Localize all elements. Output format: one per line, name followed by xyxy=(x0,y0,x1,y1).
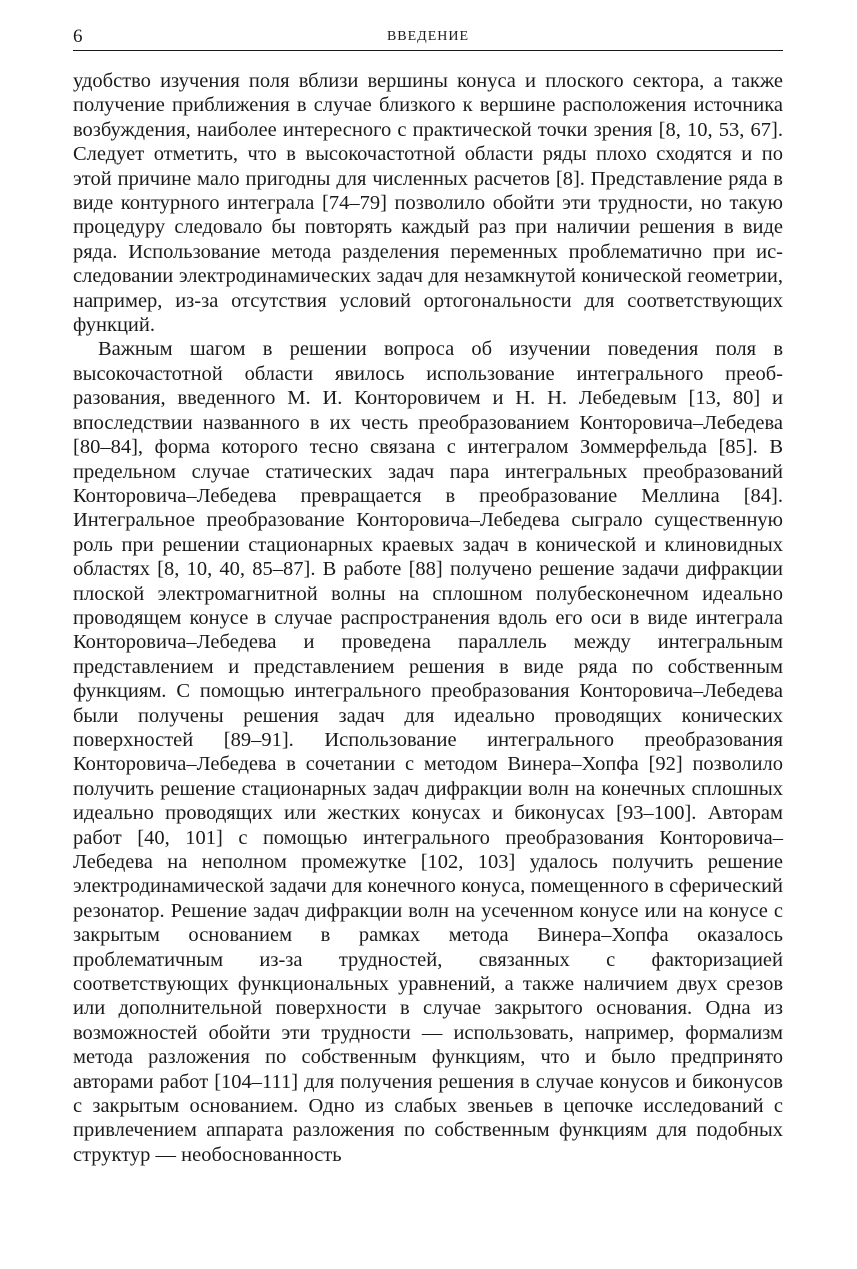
paragraph-continuation: удобство изучения поля вблизи вершины конуса и плоского сектора, а также получение приближения в случае близкого к вершине расположения источника возбуждения, наиболее интересного с практической точки зрения [8, 10, 53, 67]. Следует отметить, что в высокочастотной области ряды плохо сходятся и по этой причине мало пригодны для численных расчетов [8]. Представление ряда в виде контурного интеграла [74–79] позволило обойти эти трудности, но такую процедуру следовало бы повторять каждый раз при наличии решения в виде ряда. Использование метода разделения переменных проблематично при исследовании электродинамических задач для незамкнутой конической геометрии, например, из-за отсутствия условий ортогональности для соответствующих функций. xyxy=(73,70,783,337)
page-number: 6 xyxy=(73,26,83,47)
running-head xyxy=(73,24,783,51)
section-title: ВВЕДЕНИЕ xyxy=(386,29,470,44)
book-page xyxy=(73,24,783,1167)
paragraph-kontorovich-lebedev: Важным шагом в решении вопроса об изучении поведения поля в высокочастотной области явилось использование интегрального преобразования, введенного М. И. Конторовичем и Н. Н. Лебедевым [13, 80] и впоследствии названного в их честь преобразованием Конторовича–Лебедева [80–84], форма которого тесно связана с интегралом Зоммерфельда [85]. В предельном случае статических задач пара интегральных преобразований Конторовича–Лебедева превращается в преобразование Меллина [84]. Интегральное преобразование Конторовича–Лебедева сыграло существенную роль при решении стационарных краевых задач в конической и клиновидных областях [8, 10, 40, 85–87]. В работе [88] получено решение задачи дифракции плоской электромагнитной волны на сплошном полубесконечном идеально проводящем конусе в случае распространения вдоль его оси в виде интеграла Конторовича–Лебедева и проведена параллель между интегральным представлением и представлением решения в виде ряда по собственным функциям. С помощью интегрального преобразования Конторовича–Лебедева были получены решения задач для идеально проводящих конических поверхностей [89–91]. Использование интегрального преобразования Конторовича–Лебедева в сочетании с методом Винера–Хопфа [92] позволило получить решение стационарных задач дифракции волн на конечных сплошных идеально проводящих или жестких конусах и биконусах [93–100]. Авторам работ [40, 101] с помощью интегрального преобразования Конторовича–Лебедева на неполном промежутке [102, 103] удалось получить решение электродинамической задачи для конечного конуса, помещенного в сферический резонатор. Решение задач дифракции волн на усеченном конусе или на конусе с закрытым основанием в рамках метода Винера–Хопфа оказалось проблематичным из-за трудностей, связанных с факторизацией соответствующих функциональных уравнений, а также наличием двух срезов или дополнительной поверхности в случае закрытого основания. Одна из возможностей обойти эти трудности — использовать, например, формализм метода разложения по собственным функциям, что и было предпринято авторами работ [104–111] для получения решения в случае конусов и биконусов с закрытым основанием. Одно из слабых звеньев в цепочке исследований с привлечением аппарата разложения по собственным функциям для подобных структур — необоснованность xyxy=(73,338,783,1166)
body-text xyxy=(73,69,783,1167)
